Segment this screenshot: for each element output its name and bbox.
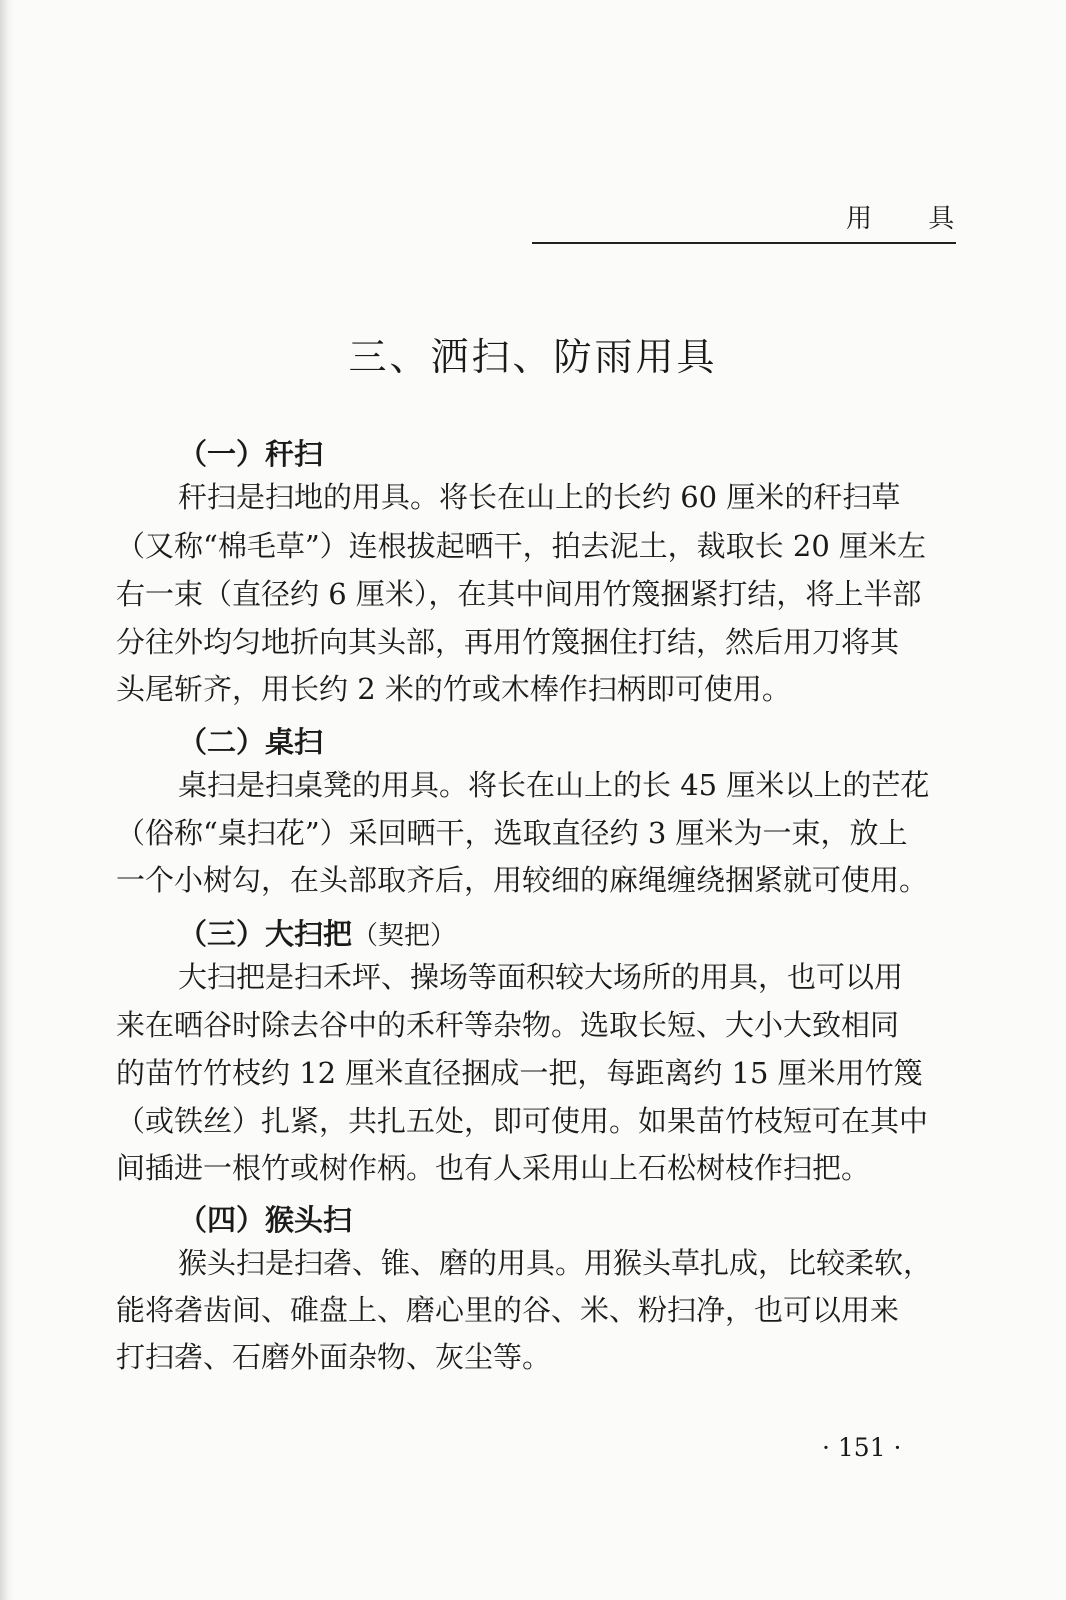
text-line: 能将砻齿间、碓盘上、磨心里的谷、米、粉扫净，也可以用来 [116, 1293, 900, 1327]
section-title: 三、洒扫、防雨用具 [348, 335, 718, 379]
subheading-3-note: （契把） [352, 921, 457, 951]
text-line: 右一束（直径约 6 厘米），在其中间用竹篾捆紧打结，将上半部 [116, 577, 922, 611]
text-line: （俗称“桌扫花”）采回晒干，选取直径约 3 厘米为一束，放上 [116, 816, 908, 850]
text-line: 秆扫是扫地的用具。将长在山上的长约 60 厘米的秆扫草 [178, 480, 901, 514]
text-line: （又称“棉毛草”）连根拔起晒干，拍去泥土，裁取长 20 厘米左 [116, 529, 926, 563]
text-line: 间插进一根竹或树作柄。也有人采用山上石松树枝作扫把。 [116, 1151, 871, 1185]
page-number: · 151 · [822, 1433, 902, 1462]
text-line: 来在晒谷时除去谷中的禾秆等杂物。选取长短、大小大致相同 [116, 1008, 900, 1042]
text-line: 分往外均匀地折向其头部，再用竹篾捆住打结，然后用刀将其 [116, 625, 900, 659]
subheading-3 [178, 912, 456, 953]
subheading-2: （二）桌扫 [178, 725, 324, 759]
subheading-3-text: （三）大扫把 [178, 917, 353, 951]
text-line: 大扫把是扫禾坪、操场等面积较大场所的用具，也可以用 [178, 960, 904, 994]
subheading-4: （四）猴头扫 [178, 1203, 353, 1237]
page-edge-shadow [0, 0, 14, 1600]
text-line: 猴头扫是扫砻、锥、磨的用具。用猴头草扎成，比较柔软， [178, 1246, 933, 1280]
text-line: 桌扫是扫桌凳的用具。将长在山上的长 45 厘米以上的芒花 [178, 768, 930, 802]
header-rule [532, 242, 956, 244]
subheading-1: （一）秆扫 [178, 437, 324, 471]
text-line: 打扫砻、石磨外面杂物、灰尘等。 [116, 1340, 552, 1374]
text-line: 的苗竹竹枝约 12 厘米直径捆成一把，每距离约 15 厘米用竹篾 [116, 1056, 923, 1090]
text-line: 头尾斩齐，用长约 2 米的竹或木棒作扫柄即可使用。 [116, 672, 791, 706]
running-head: 用 具 [846, 204, 979, 234]
text-line: 一个小树勾，在头部取齐后，用较细的麻绳缠绕捆紧就可使用。 [116, 863, 929, 897]
text-line: （或铁丝）扎紧，共扎五处，即可使用。如果苗竹枝短可在其中 [116, 1104, 929, 1138]
